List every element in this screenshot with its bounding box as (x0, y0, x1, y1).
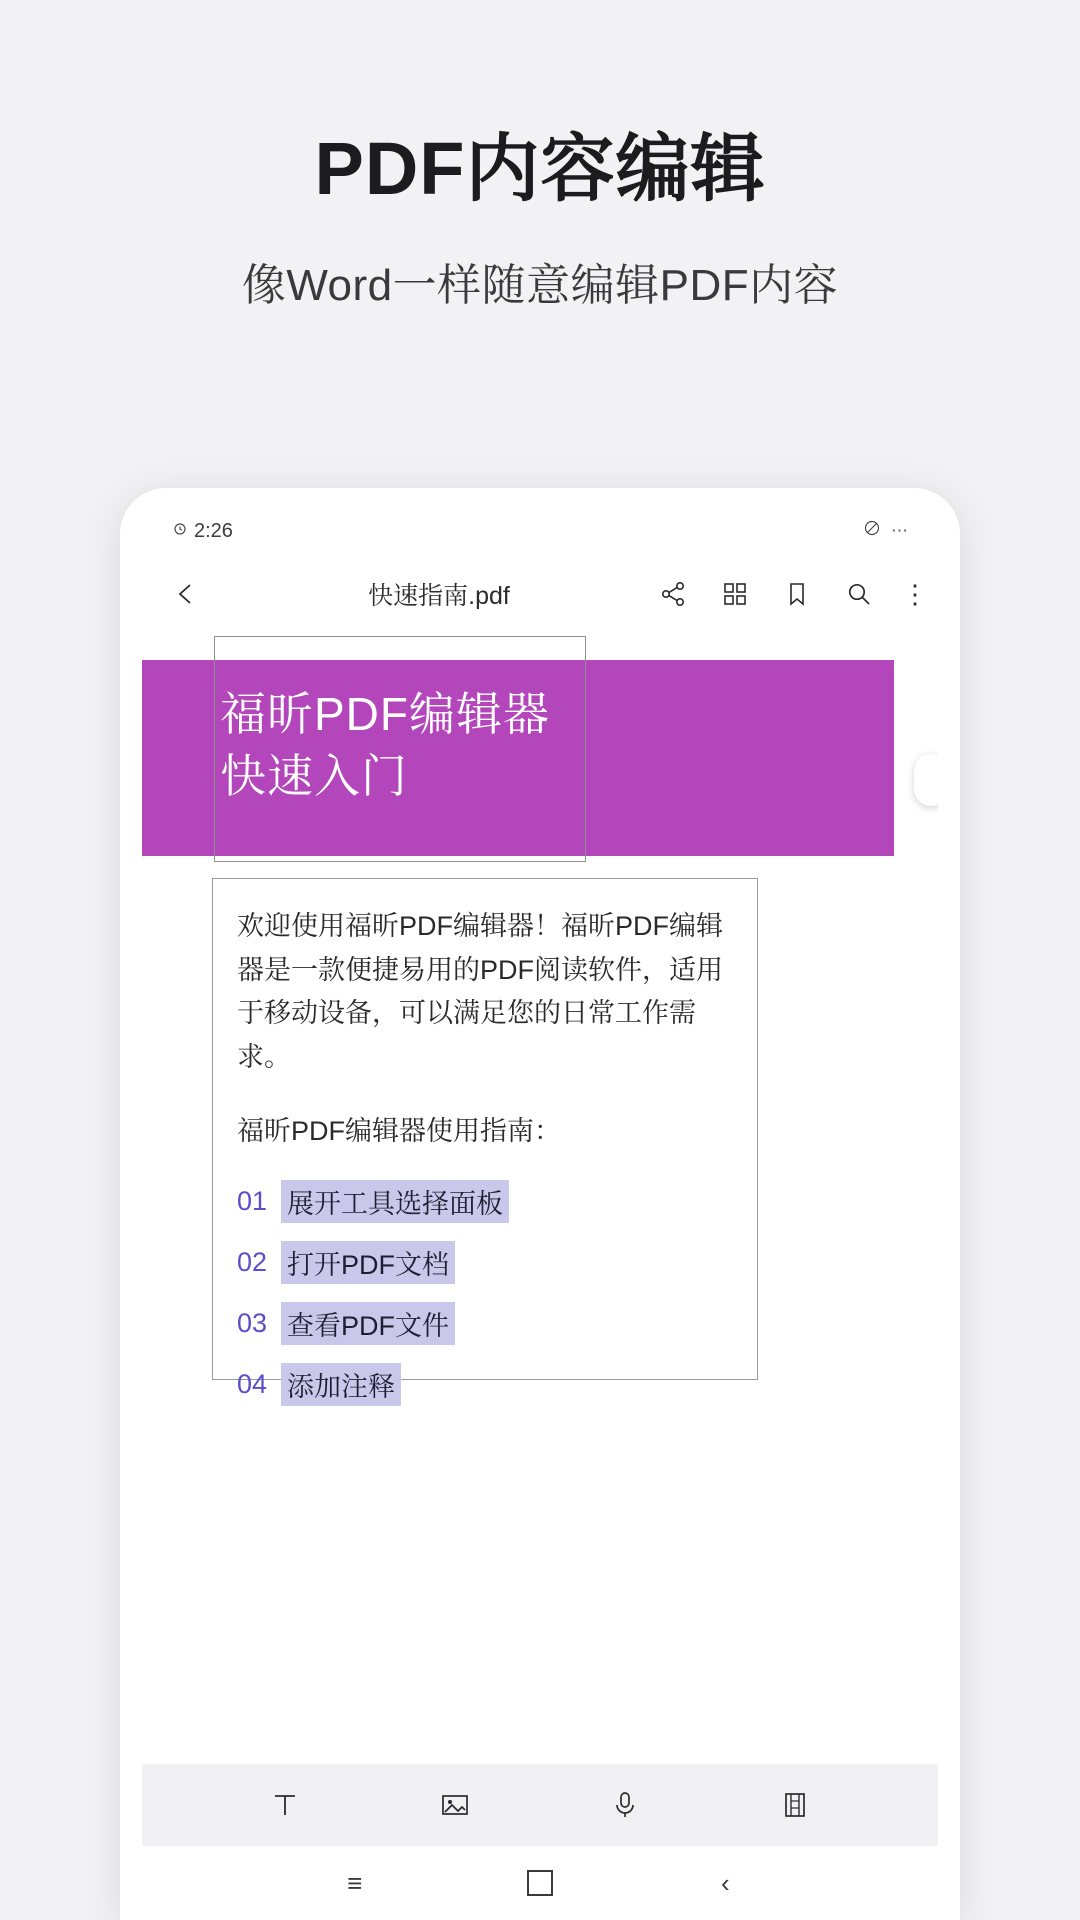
status-bar-right (863, 519, 910, 543)
document-title: 快速指南.pdf (368, 582, 510, 610)
grid-view-icon[interactable] (716, 575, 754, 613)
app-toolbar-actions (654, 575, 928, 613)
audio-tool-icon[interactable] (598, 1778, 652, 1832)
more-icon[interactable]: ⋮ (902, 578, 928, 609)
back-chevron-icon[interactable] (160, 567, 214, 621)
recents-nav-button[interactable]: ≡ (347, 1867, 363, 1898)
signal-icon: ⋯ (891, 521, 910, 540)
status-bar-left (172, 520, 233, 543)
list-item[interactable] (237, 1302, 733, 1345)
home-square-icon (527, 1870, 553, 1896)
document-body-block[interactable] (212, 878, 758, 1402)
edit-toolbar (142, 1764, 938, 1846)
home-nav-button[interactable] (520, 1863, 560, 1903)
app-toolbar (142, 552, 938, 636)
page-title: PDF内容编辑 (314, 127, 766, 210)
search-icon[interactable] (840, 575, 878, 613)
document-header-line-2: 快速入门 (220, 749, 408, 802)
alarm-icon (172, 520, 188, 542)
list-item-number: 02 (237, 1246, 268, 1277)
back-nav-button[interactable]: ‹ (720, 1867, 730, 1898)
share-icon[interactable] (654, 575, 692, 613)
list-item-link[interactable]: 打开PDF文档 (281, 1241, 455, 1284)
list-item-number: 01 (237, 1185, 268, 1216)
list-item-link[interactable]: 添加注释 (281, 1363, 401, 1406)
page-subtitle: 像Word一样随意编辑PDF内容 (241, 261, 839, 311)
document-header-line-1: 福昕PDF编辑器 (220, 688, 550, 740)
status-bar-time: 2:26 (194, 519, 233, 542)
text-tool-icon[interactable] (258, 1778, 312, 1832)
document-paragraph-2: 福昕PDF编辑器使用指南： (237, 1115, 561, 1146)
android-nav-bar (142, 1846, 938, 1920)
mute-icon (863, 519, 881, 543)
pdf-page[interactable] (142, 636, 938, 1636)
video-tool-icon[interactable] (768, 1778, 822, 1832)
list-item[interactable] (237, 1180, 733, 1223)
image-tool-icon[interactable] (428, 1778, 482, 1832)
list-item-number: 03 (237, 1307, 268, 1338)
document-paragraph-1: 欢迎使用福昕PDF编辑器！福昕PDF编辑器是一款便捷易用的PDF阅读软件，适用于移动设备，可以满足您的日常工作需求。 (237, 911, 723, 1073)
status-bar (142, 504, 938, 552)
phone-screen (142, 504, 938, 1920)
list-item[interactable] (237, 1363, 733, 1406)
document-header-text[interactable] (220, 684, 640, 807)
promo-header (0, 0, 1080, 313)
list-item[interactable] (237, 1241, 733, 1284)
list-item-link[interactable]: 查看PDF文件 (281, 1302, 455, 1345)
bookmark-icon[interactable] (778, 575, 816, 613)
phone-mockup (120, 488, 960, 1920)
list-item-link[interactable]: 展开工具选择面板 (281, 1180, 509, 1223)
list-item-number: 04 (237, 1368, 268, 1399)
side-scroll-handle[interactable] (914, 754, 938, 806)
